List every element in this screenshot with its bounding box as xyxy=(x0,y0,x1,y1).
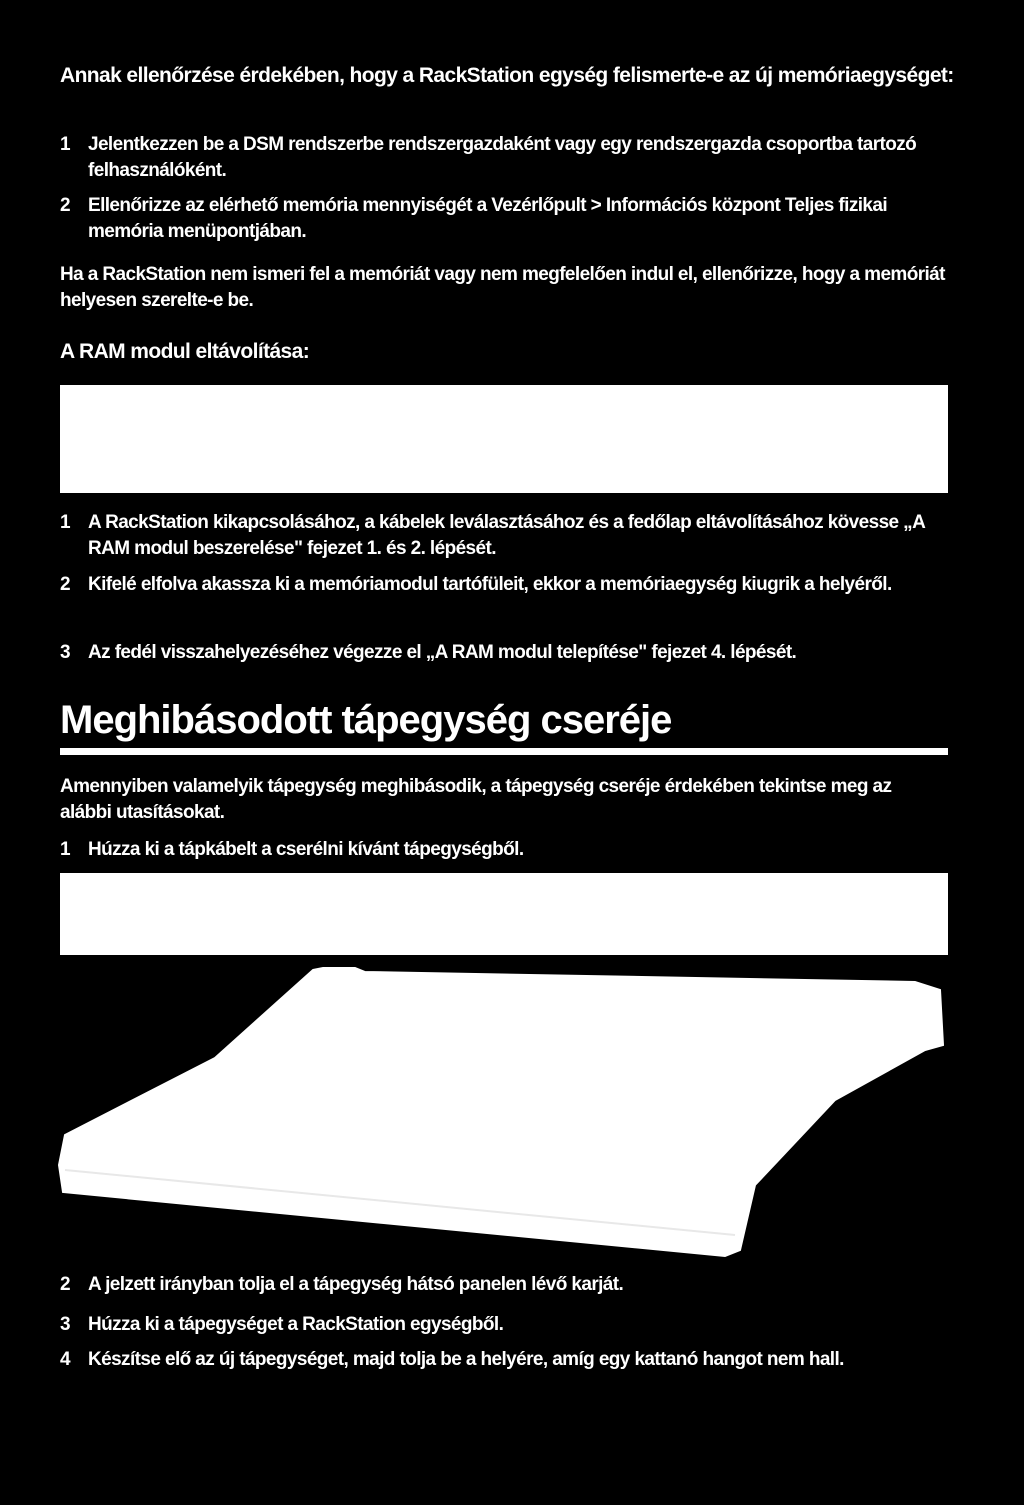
remove-step-2 xyxy=(60,572,940,624)
remove-ram-illustration-panel xyxy=(60,385,948,493)
step-number: 1 xyxy=(60,839,70,860)
step-number: 2 xyxy=(60,1274,70,1295)
psu-step-2 xyxy=(60,1272,940,1298)
psu-illustration-panel xyxy=(60,873,948,955)
step-number: 3 xyxy=(60,642,70,663)
step-number: 3 xyxy=(60,1314,70,1335)
step-text: Jelentkezzen be a DSM rendszerbe rendszergazdaként vagy egy rendszergazda csoportba tartozó felhasználóként. xyxy=(88,134,917,181)
step-number: 1 xyxy=(60,512,70,533)
rackstation-unit-illustration xyxy=(55,960,955,1260)
remove-ram-heading: A RAM modul eltávolítása: xyxy=(60,340,310,363)
psu-step-1 xyxy=(60,837,940,863)
check-memory-note: Ha a RackStation nem ismeri fel a memóriát vagy nem megfelelően indul el, ellenőrizze, hogy a memóriát helyesen szerelte-e be. xyxy=(60,264,945,311)
step-number: 1 xyxy=(60,134,70,155)
psu-section-title: Meghibásodott tápegység cseréje xyxy=(60,698,672,742)
step-text: Készítse elő az új tápegységet, majd tolja be a helyére, amíg egy kattanó hangot nem hall. xyxy=(88,1349,844,1370)
step-number: 4 xyxy=(60,1349,70,1370)
remove-step-3 xyxy=(60,640,960,666)
psu-step-3 xyxy=(60,1312,940,1338)
step-text: Húzza ki a tápegységet a RackStation egységből. xyxy=(88,1314,504,1335)
step-text: Húzza ki a tápkábelt a cserélni kívánt tápegységből. xyxy=(88,839,524,860)
psu-intro: Amennyiben valamelyik tápegység meghibásodik, a tápegység cseréje érdekében tekintse meg az alábbi utasításokat. xyxy=(60,776,892,823)
step-text: Kifelé elfolva akassza ki a memóriamodul tartófüleit, ekkor a memóriaegység kiugrik a helyéről. xyxy=(88,574,892,595)
check-step-2 xyxy=(60,193,940,245)
step-text: Ellenőrizze az elérhető memória mennyiségét a Vezérlőpult > Információs központ Teljes fizikai memória menüpontjában. xyxy=(88,195,888,242)
remove-step-1 xyxy=(60,510,940,562)
step-number: 2 xyxy=(60,195,70,216)
step-text: A jelzett irányban tolja el a tápegység hátsó panelen lévő karját. xyxy=(88,1274,624,1295)
step-text: Az fedél visszahelyezéséhez végezze el „A RAM modul telepítése" fejezet 4. lépését. xyxy=(88,642,797,663)
psu-step-4 xyxy=(60,1347,950,1399)
step-number: 2 xyxy=(60,574,70,595)
check-memory-heading: Annak ellenőrzése érdekében, hogy a RackStation egység felismerte-e az új memóriaegységet: xyxy=(60,64,954,87)
step-text: A RackStation kikapcsolásához, a kábelek leválasztásához és a fedőlap eltávolításához kövesse „A RAM modul beszerelése" fejezet 1. és 2. lépését. xyxy=(88,512,925,559)
section-divider xyxy=(60,748,948,755)
check-step-1 xyxy=(60,132,940,184)
